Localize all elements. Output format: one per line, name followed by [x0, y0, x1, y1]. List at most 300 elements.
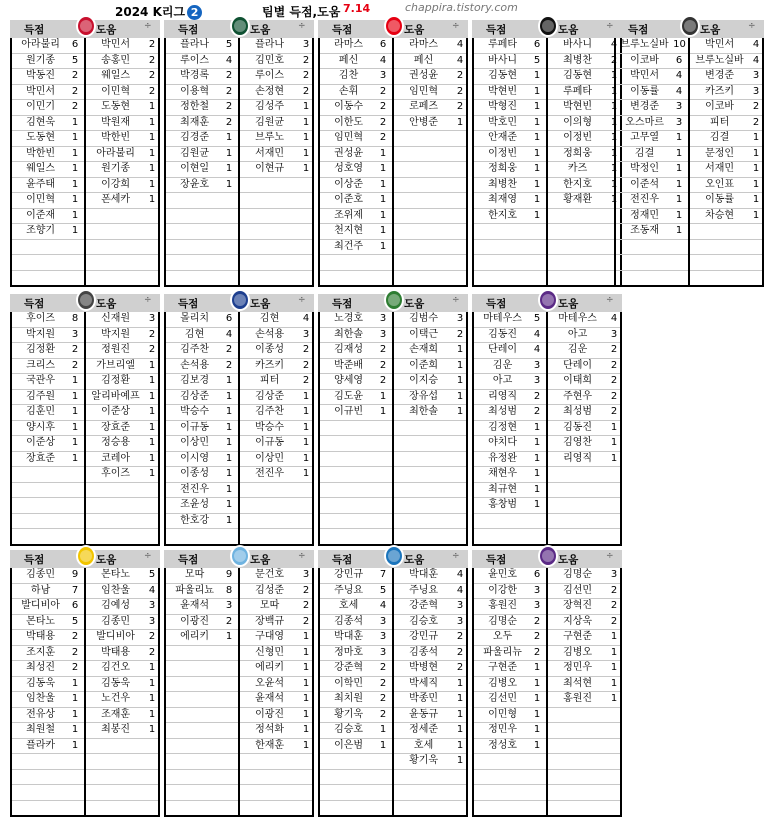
- assister-name: [239, 209, 300, 224]
- scorer-name: 김정현: [488, 421, 518, 433]
- site-watermark: chappira.tistory.com: [405, 1, 518, 14]
- scorer-name: 이준호: [334, 194, 364, 205]
- table-row: [12, 312, 158, 328]
- assist-count: [454, 224, 466, 239]
- table-row: [12, 193, 158, 209]
- table-row: [320, 38, 466, 54]
- goal-count: [223, 677, 235, 692]
- assist-count: 2: [302, 85, 310, 97]
- table-row: [12, 209, 158, 225]
- goal-count: [673, 255, 685, 270]
- assist-count: 2: [456, 662, 464, 673]
- assist-count: [454, 801, 466, 816]
- assist-count: 1: [610, 101, 618, 112]
- table-row: [474, 739, 620, 755]
- goals-header[interactable]: 득점: [178, 298, 199, 310]
- scorer-name: 김동현: [488, 70, 518, 81]
- goal-count: 1: [533, 662, 541, 673]
- table-header: [164, 550, 314, 568]
- table-row: [12, 467, 158, 483]
- assist-count: 3: [752, 85, 760, 97]
- team-emblem-icon: [384, 545, 404, 567]
- scorer-name: 천지현: [334, 225, 364, 236]
- goal-count: 1: [379, 724, 387, 735]
- goal-count: 7: [379, 569, 387, 580]
- table-row: [166, 328, 312, 344]
- assist-count: 1: [752, 194, 760, 205]
- assister-name: 최병찬: [563, 54, 593, 66]
- goal-count: 2: [71, 85, 79, 97]
- scorer-name: 모따: [184, 569, 205, 580]
- table-row: [474, 708, 620, 724]
- assists-header[interactable]: 도움: [404, 24, 425, 36]
- scorer-name: 양시후: [26, 421, 56, 433]
- assister-name: 황기욱: [409, 755, 439, 766]
- goals-header[interactable]: 득점: [486, 298, 507, 310]
- assister-name: 알리바예프: [91, 390, 140, 402]
- page-subtitle: 팀별 득점,도움: [262, 5, 341, 19]
- assister-name: 박한빈: [101, 132, 131, 143]
- sort-icon[interactable]: ÷: [144, 295, 152, 305]
- table-row: [12, 568, 158, 584]
- assists-header[interactable]: 도움: [558, 24, 579, 36]
- assister-name: 신재원: [101, 313, 131, 324]
- goal-count: 1: [533, 452, 541, 464]
- assister-name: [547, 467, 608, 482]
- assist-count: 1: [752, 209, 760, 221]
- table-row: [474, 100, 620, 116]
- sort-icon[interactable]: ÷: [606, 295, 614, 305]
- goal-count: [223, 271, 235, 286]
- assists-header[interactable]: 도움: [96, 554, 117, 566]
- scorer-name: 아고: [492, 375, 513, 386]
- assist-count: 1: [302, 132, 310, 143]
- scorer-name: [12, 785, 69, 800]
- assister-name: 호세: [413, 739, 434, 751]
- assist-count: [300, 255, 312, 270]
- sort-icon[interactable]: ÷: [298, 21, 306, 31]
- table-row: [166, 452, 312, 468]
- sort-icon[interactable]: ÷: [748, 21, 756, 31]
- table-row: [166, 209, 312, 225]
- table-row: [474, 85, 620, 101]
- team-block-인천: [472, 294, 622, 546]
- assister-name: [393, 529, 454, 544]
- assister-name: 피터: [259, 375, 280, 386]
- assister-name: 정원진: [101, 344, 131, 355]
- goal-count: 2: [533, 646, 541, 658]
- goals-header[interactable]: 득점: [628, 24, 649, 36]
- goal-count: 2: [71, 359, 79, 371]
- assister-name: 김운: [567, 344, 588, 355]
- goal-count: 1: [225, 406, 233, 417]
- table-row: [616, 54, 762, 70]
- scorer-name: 바사니: [488, 54, 518, 66]
- team-emblem-icon: [384, 289, 404, 311]
- table-row: [166, 162, 312, 178]
- scorer-name: 전진우: [630, 194, 660, 205]
- goal-count: 8: [71, 313, 79, 324]
- table-body: [10, 312, 160, 546]
- table-row: [474, 224, 620, 240]
- table-row: [12, 770, 158, 786]
- scorer-name: 이준상: [26, 437, 56, 448]
- goal-count: 1: [71, 178, 79, 190]
- table-row: [12, 147, 158, 163]
- table-row: [166, 271, 312, 286]
- table-row: [166, 421, 312, 437]
- scorer-name: 강준혁: [334, 662, 364, 673]
- team-block-대전: [318, 550, 468, 817]
- scorer-name: 플라나: [180, 39, 210, 50]
- scorer-name: 이민형: [488, 708, 518, 720]
- assister-name: 구현준: [563, 631, 593, 642]
- table-row: [474, 568, 620, 584]
- goal-count: [69, 498, 81, 513]
- assister-name: [239, 255, 300, 270]
- goal-count: 6: [71, 600, 79, 611]
- assist-count: 1: [456, 708, 464, 720]
- assist-count: 1: [610, 163, 618, 174]
- assister-name: 정승용: [101, 437, 131, 448]
- team-emblem-icon: [76, 545, 96, 567]
- sort-icon[interactable]: ÷: [298, 295, 306, 305]
- goal-count: 1: [225, 390, 233, 402]
- sort-icon[interactable]: ÷: [606, 21, 614, 31]
- assister-name: 김동욱: [101, 677, 131, 689]
- assister-name: 바사니: [563, 39, 593, 50]
- assist-count: [454, 452, 466, 467]
- assister-name: 윤재석: [255, 693, 285, 704]
- scorer-name: 구현준: [488, 662, 518, 673]
- scorer-name: 정희웅: [488, 163, 518, 174]
- scorer-name: 조지훈: [26, 646, 56, 658]
- goal-count: 2: [71, 101, 79, 112]
- assister-name: 김원균: [255, 116, 285, 128]
- table-row: [166, 584, 312, 600]
- sort-icon[interactable]: ÷: [298, 551, 306, 561]
- goals-header[interactable]: 득점: [486, 24, 507, 36]
- scorer-name: [474, 785, 531, 800]
- goal-count: 3: [71, 328, 79, 340]
- assist-count: 2: [610, 406, 618, 417]
- assists-header[interactable]: 도움: [558, 298, 579, 310]
- team-emblem-icon: [538, 15, 558, 37]
- goal-count: 1: [533, 499, 541, 510]
- scorer-name: 양세영: [334, 375, 364, 386]
- assist-count: 1: [752, 132, 760, 143]
- goal-count: 3: [379, 70, 387, 81]
- goal-count: 1: [533, 85, 541, 97]
- sort-icon[interactable]: ÷: [452, 551, 460, 561]
- scorer-name: [166, 770, 223, 785]
- table-row: [474, 467, 620, 483]
- table-row: [474, 529, 620, 544]
- team-block-대구: [614, 20, 764, 287]
- assister-name: 이강희: [101, 178, 131, 190]
- goals-header[interactable]: 득점: [332, 554, 353, 566]
- sort-icon[interactable]: ÷: [144, 551, 152, 561]
- assister-name: 카즈: [567, 163, 588, 174]
- scorer-name: [12, 271, 69, 286]
- goal-count: 1: [71, 724, 79, 735]
- team-block-강원: [472, 20, 622, 287]
- assists-header[interactable]: 도움: [404, 554, 425, 566]
- goal-count: [377, 271, 389, 286]
- table-row: [12, 483, 158, 499]
- goal-count: [223, 723, 235, 738]
- goal-count: 1: [225, 375, 233, 386]
- goal-count: 1: [379, 225, 387, 236]
- table-row: [616, 147, 762, 163]
- assists-header[interactable]: 도움: [250, 554, 271, 566]
- scorer-name: [474, 754, 531, 769]
- goal-count: 1: [533, 739, 541, 751]
- scorer-name: [12, 801, 69, 816]
- assister-name: 장혁진: [563, 600, 593, 611]
- assists-header[interactable]: 도움: [96, 298, 117, 310]
- goal-count: [69, 770, 81, 785]
- table-row: [320, 178, 466, 194]
- assist-count: [146, 209, 158, 224]
- goal-count: 2: [379, 132, 387, 143]
- assister-name: [393, 514, 454, 529]
- scorer-name: 파울리뇨: [175, 584, 214, 596]
- assister-name: [393, 193, 454, 208]
- goal-count: 5: [533, 54, 541, 66]
- assists-header[interactable]: 도움: [558, 554, 579, 566]
- goal-count: 1: [225, 437, 233, 448]
- assist-count: 2: [610, 584, 618, 596]
- scorer-name: 오스마르: [625, 116, 664, 128]
- assister-name: 김현: [259, 313, 280, 324]
- goal-count: 2: [225, 359, 233, 371]
- goal-count: [377, 785, 389, 800]
- goal-count: 1: [675, 194, 683, 205]
- assist-count: 2: [148, 646, 156, 658]
- scorer-name: 권성윤: [334, 147, 364, 159]
- scorer-name: [320, 498, 377, 513]
- goal-count: 7: [71, 584, 79, 596]
- assist-count: 2: [456, 328, 464, 340]
- assist-count: 2: [302, 54, 310, 66]
- scorer-name: 플라카: [26, 739, 56, 751]
- scorer-name: 임민혁: [334, 132, 364, 143]
- table-row: [166, 343, 312, 359]
- sort-icon[interactable]: ÷: [452, 21, 460, 31]
- goal-count: 1: [379, 240, 387, 252]
- table-row: [166, 131, 312, 147]
- goals-header[interactable]: 득점: [332, 298, 353, 310]
- goal-count: 3: [379, 631, 387, 642]
- assister-name: [85, 255, 146, 270]
- table-row: [166, 708, 312, 724]
- assister-name: [547, 770, 608, 785]
- scorer-name: [474, 240, 531, 255]
- assister-name: [393, 483, 454, 498]
- assist-count: 1: [456, 693, 464, 704]
- assister-name: 홍원진: [563, 693, 593, 704]
- assister-name: 전진우: [255, 468, 285, 479]
- goal-count: [377, 467, 389, 482]
- assist-count: 4: [610, 313, 618, 324]
- assister-name: 주현우: [563, 390, 593, 402]
- assists-header[interactable]: 도움: [700, 24, 721, 36]
- assists-header[interactable]: 도움: [96, 24, 117, 36]
- table-row: [474, 359, 620, 375]
- scorer-name: 정민우: [488, 724, 518, 735]
- scorer-name: 이코바: [630, 54, 660, 66]
- assist-count: 1: [610, 437, 618, 448]
- goal-count: 1: [533, 116, 541, 128]
- goal-count: [223, 692, 235, 707]
- goal-count: 1: [675, 225, 683, 236]
- goals-header[interactable]: 득점: [24, 554, 45, 566]
- goal-count: 1: [533, 421, 541, 433]
- goal-count: [223, 209, 235, 224]
- goal-count: 1: [225, 163, 233, 174]
- scorer-name: 김동욱: [26, 677, 56, 689]
- table-row: [12, 131, 158, 147]
- scorer-name: 최건주: [334, 240, 364, 252]
- assister-name: 손재희: [409, 344, 439, 355]
- sort-icon[interactable]: ÷: [452, 295, 460, 305]
- scorer-name: 이민혁: [26, 194, 56, 205]
- table-row: [12, 498, 158, 514]
- assist-count: 1: [610, 646, 618, 658]
- scorer-name: 이정빈: [488, 147, 518, 159]
- assist-count: [454, 147, 466, 162]
- assister-name: [689, 240, 750, 255]
- assist-count: 1: [148, 421, 156, 433]
- assists-header[interactable]: 도움: [250, 24, 271, 36]
- assister-name: 변경준: [705, 70, 735, 81]
- goal-count: 1: [225, 421, 233, 433]
- goal-count: [531, 224, 543, 239]
- goals-header[interactable]: 득점: [486, 554, 507, 566]
- table-row: [166, 529, 312, 544]
- goals-header[interactable]: 득점: [178, 554, 199, 566]
- goal-count: 2: [379, 677, 387, 689]
- goal-count: 4: [533, 328, 541, 340]
- assist-count: 1: [148, 359, 156, 371]
- scorer-name: 김훈민: [26, 406, 56, 417]
- goal-count: [69, 255, 81, 270]
- scorer-name: [474, 271, 531, 286]
- sort-icon[interactable]: ÷: [144, 21, 152, 31]
- assist-count: [608, 498, 620, 513]
- goal-count: 1: [533, 468, 541, 479]
- assister-name: [393, 271, 454, 286]
- scorer-name: 이광진: [180, 615, 210, 627]
- assist-count: 4: [456, 39, 464, 50]
- assist-count: 2: [302, 615, 310, 627]
- goals-header[interactable]: 득점: [24, 298, 45, 310]
- scorer-name: 박대훈: [334, 631, 364, 642]
- table-row: [474, 390, 620, 406]
- goal-count: 4: [379, 600, 387, 611]
- goals-header[interactable]: 득점: [332, 24, 353, 36]
- assist-count: 1: [610, 631, 618, 642]
- assister-name: 이동률: [705, 194, 735, 205]
- assister-name: [85, 529, 146, 544]
- goals-header[interactable]: 득점: [178, 24, 199, 36]
- assists-header[interactable]: 도움: [404, 298, 425, 310]
- assister-name: [689, 255, 750, 270]
- goal-count: 6: [71, 39, 79, 50]
- goal-count: [223, 646, 235, 661]
- table-row: [474, 452, 620, 468]
- goals-header[interactable]: 득점: [24, 24, 45, 36]
- scorer-name: [474, 514, 531, 529]
- assist-count: [300, 224, 312, 239]
- goal-count: 1: [71, 209, 79, 221]
- scorer-name: 김명순: [488, 615, 518, 627]
- goal-count: [377, 770, 389, 785]
- assist-count: 1: [148, 693, 156, 704]
- table-row: [320, 708, 466, 724]
- assister-name: [393, 178, 454, 193]
- assist-count: [608, 739, 620, 754]
- scorer-name: 이준석: [630, 178, 660, 190]
- assister-name: [547, 529, 608, 544]
- table-row: [166, 69, 312, 85]
- assister-name: [85, 514, 146, 529]
- goal-count: 8: [225, 584, 233, 596]
- scorer-name: 김종민: [26, 569, 56, 580]
- goal-count: 1: [533, 708, 541, 720]
- assister-name: 김명순: [563, 569, 593, 580]
- assister-name: 몬타노: [101, 569, 131, 580]
- assister-name: 정희웅: [563, 147, 593, 159]
- table-row: [166, 38, 312, 54]
- table-row: [320, 390, 466, 406]
- assists-header[interactable]: 도움: [250, 298, 271, 310]
- goal-count: 1: [71, 163, 79, 174]
- assister-name: 이광진: [255, 708, 285, 720]
- assister-name: 아고: [567, 328, 588, 340]
- assist-count: 1: [610, 85, 618, 97]
- assist-count: [608, 723, 620, 738]
- table-row: [474, 801, 620, 816]
- goal-count: 1: [533, 209, 541, 221]
- table-row: [320, 147, 466, 163]
- assist-count: [146, 240, 158, 255]
- assister-name: [547, 801, 608, 816]
- assist-count: [300, 785, 312, 800]
- scorer-name: 윤민호: [488, 569, 518, 580]
- sort-icon[interactable]: ÷: [606, 551, 614, 561]
- assist-count: 1: [302, 724, 310, 735]
- table-row: [320, 405, 466, 421]
- assist-count: 1: [302, 163, 310, 174]
- assister-name: [85, 739, 146, 754]
- table-body: [10, 38, 160, 287]
- assist-count: 1: [752, 147, 760, 159]
- table-row: [12, 692, 158, 708]
- scorer-name: 김도윤: [334, 390, 364, 402]
- table-row: [616, 162, 762, 178]
- assist-count: 3: [148, 600, 156, 611]
- assister-name: 박원재: [101, 116, 131, 128]
- assist-count: 1: [148, 101, 156, 112]
- table-row: [12, 359, 158, 375]
- scorer-name: [12, 467, 69, 482]
- assist-count: [146, 739, 158, 754]
- table-row: [12, 630, 158, 646]
- assist-count: 4: [456, 54, 464, 66]
- table-row: [12, 178, 158, 194]
